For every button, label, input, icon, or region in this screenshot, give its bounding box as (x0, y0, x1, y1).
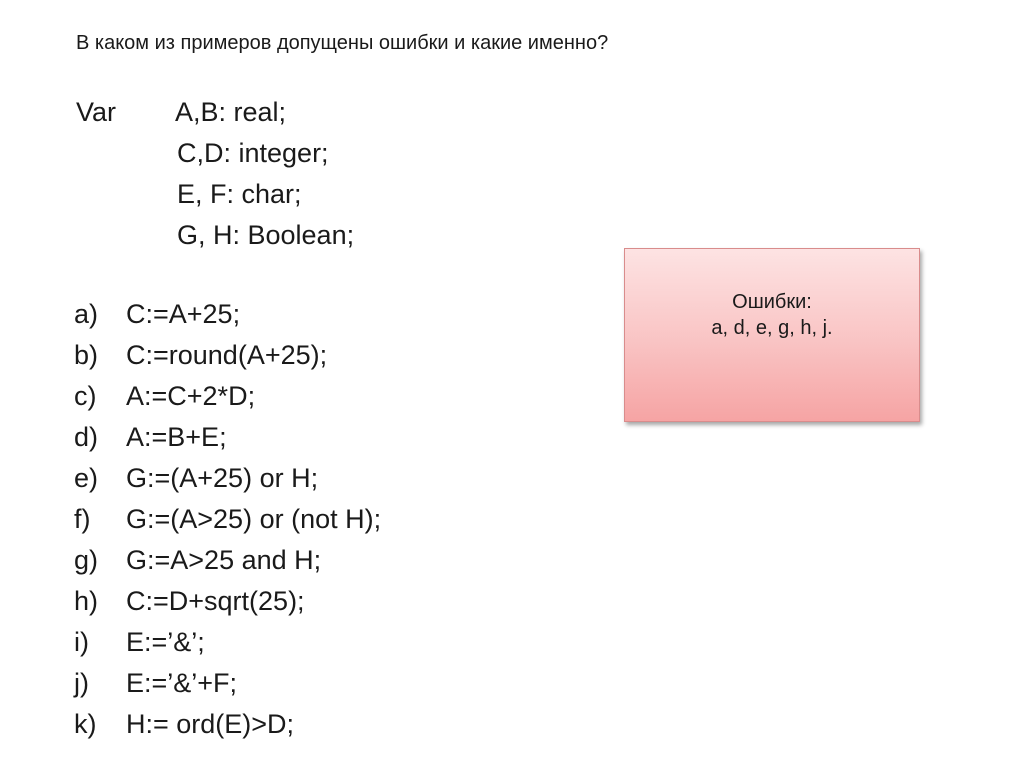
item-letter: g) (74, 545, 99, 575)
item-letter: a) (74, 299, 99, 329)
item-code: G:=(A+25) or H; (126, 463, 319, 493)
declaration-text: G, H: Boolean; (177, 220, 355, 250)
item-letter: k) (74, 709, 97, 739)
declaration-text: A,B: real; (175, 97, 287, 127)
item-letter: i) (74, 627, 89, 657)
answer-errors: a, d, e, g, h, j. (711, 317, 833, 339)
item-code: A:=C+2*D; (126, 381, 256, 411)
item-letter: d) (74, 422, 99, 452)
item-code: C:=A+25; (126, 299, 241, 329)
declaration-text: E, F: char; (177, 179, 302, 209)
item-letter: f) (74, 504, 91, 534)
var-keyword: Var (76, 97, 117, 127)
item-letter: h) (74, 586, 99, 616)
item-code: G:=(A>25) or (not H); (126, 504, 382, 534)
item-code: C:=D+sqrt(25); (126, 586, 305, 616)
item-letter: c) (74, 381, 97, 411)
item-code: E:=’&’+F; (126, 668, 238, 698)
question-text: В каком из примеров допущены ошибки и какие именно? (76, 32, 609, 54)
item-code: E:=’&’; (126, 627, 205, 657)
item-letter: e) (74, 463, 99, 493)
item-letter: j) (74, 668, 89, 698)
item-letter: b) (74, 340, 99, 370)
item-code: A:=B+E; (126, 422, 227, 452)
answer-title: Ошибки: (732, 291, 812, 313)
item-code: H:= ord(E)>D; (126, 709, 295, 739)
answer-box (624, 248, 920, 422)
declaration-text: C,D: integer; (177, 138, 329, 168)
item-code: C:=round(A+25); (126, 340, 328, 370)
item-code: G:=A>25 and H; (126, 545, 322, 575)
